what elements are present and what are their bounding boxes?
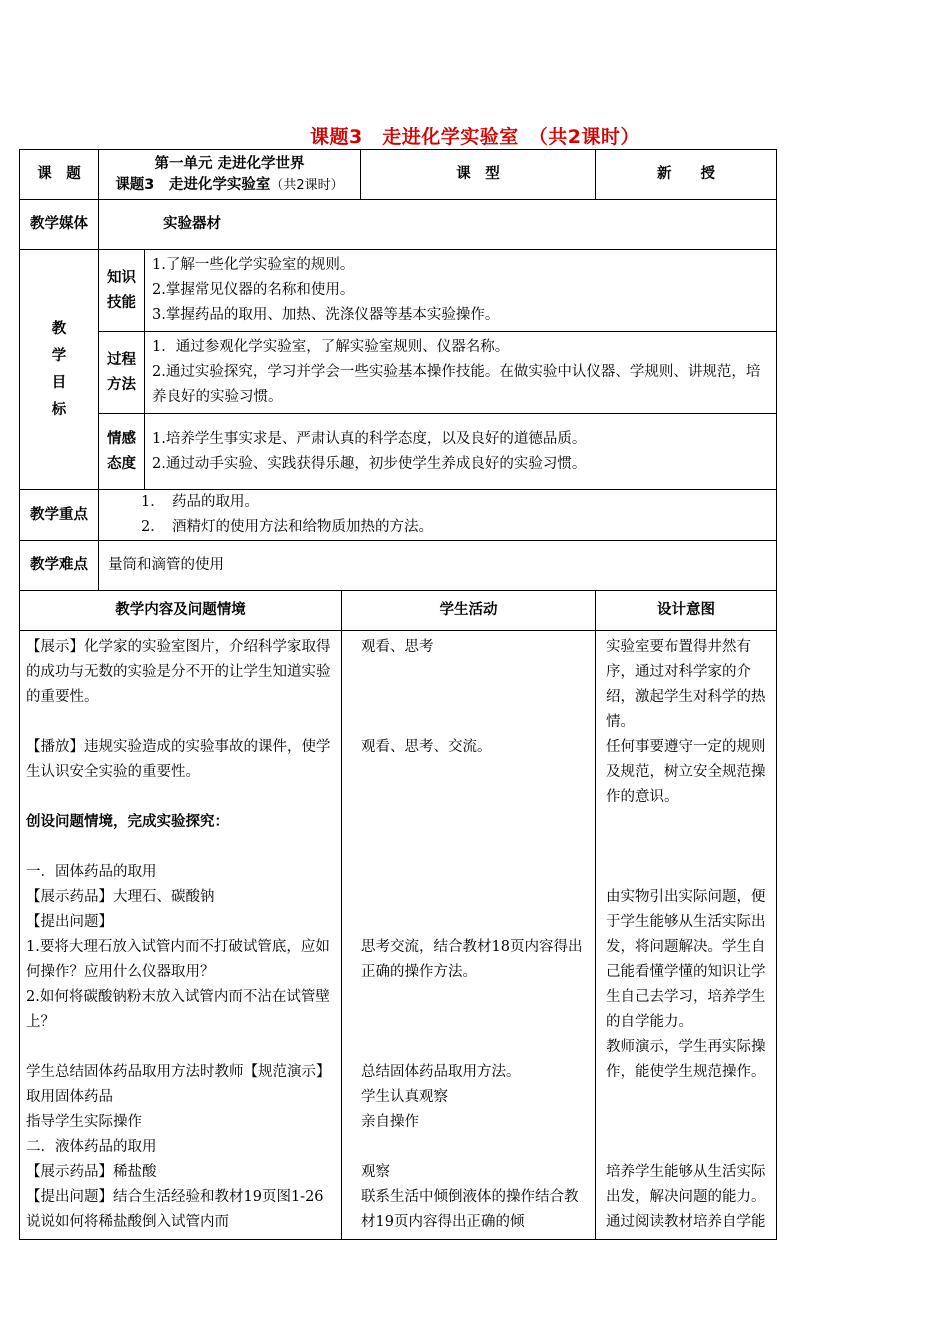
content-block: 【展示】化学家的实验室图片，介绍科学家取得的成功与无数的实验是分不开的让学生知道实验的重要性。 — [26, 639, 331, 705]
knowledge-label: 知识 技能 — [99, 250, 145, 332]
activity-cell — [342, 631, 596, 1240]
header-row — [20, 150, 777, 200]
media-value: 实验器材 — [99, 200, 777, 250]
content-block: 【展示药品】大理石、碳酸钠 — [26, 889, 215, 905]
content-block: 学生总结固体药品取用方法时教师【规范演示】取用固体药品 — [26, 1064, 331, 1105]
content-block: 【提出问题】 — [26, 914, 113, 930]
topic-label: 课 题 — [20, 150, 99, 200]
column-header-row — [20, 591, 777, 631]
unit-title: 第一单元 走进化学世界 — [154, 155, 305, 172]
type-label: 课 型 — [361, 150, 596, 200]
activity-block: 观看、思考、交流。 — [361, 739, 492, 755]
content-block: 1.要将大理石放入试管内而不打破试管底，应如何操作？应用什么仪器取用？ — [26, 939, 330, 980]
content-block: 【播放】违规实验造成的实验事故的课件，使学生认识安全实验的重要性。 — [26, 739, 331, 780]
content-block: 指导学生实际操作 — [26, 1114, 142, 1130]
col-intent-header: 设计意图 — [596, 591, 777, 631]
intent-block: 实验室要布置得井然有序，通过对科学家的介绍，激起学生对科学的热情。 — [606, 639, 766, 730]
key-points-row — [20, 490, 777, 541]
key-points-label: 教学重点 — [20, 490, 99, 541]
content-block: 2.如何将碳酸钠粉末放入试管内而不沾在试管壁上？ — [26, 989, 330, 1030]
knowledge-items: 1.了解一些化学实验室的规则。 2.掌握常见仪器的名称和使用。 3.掌握药品的取用、加热、洗涤仪器等基本实验操作。 — [145, 250, 777, 332]
process-items: 1．通过参观化学实验室，了解实验室规则、仪器名称。 2.通过实验探究，学习并学会一些实验基本操作技能。在做实验中认仪器、学规则、讲规范，培养良好的实验习惯。 — [145, 332, 777, 414]
media-label: 教学媒体 — [20, 200, 99, 250]
intent-block: 培养学生能够从生活实际出发，解决问题的能力。通过阅读教材培养自学能 — [606, 1164, 766, 1230]
col-content-header: 教学内容及问题情境 — [20, 591, 342, 631]
activity-block: 联系生活中倾倒液体的操作结合教材19页内容得出正确的倾 — [361, 1189, 579, 1230]
page-title: 课题3 走进化学实验室 （共2课时） — [310, 126, 640, 148]
content-block: 创设问题情境，完成实验探究： — [26, 814, 229, 830]
content-cell — [20, 631, 342, 1240]
objective-attitude-row — [20, 414, 777, 490]
type-value: 新 授 — [596, 150, 777, 200]
activity-block: 观察 — [361, 1164, 390, 1180]
activity-block: 亲自操作 — [361, 1114, 419, 1130]
content-block: 二．液体药品的取用 — [26, 1139, 157, 1155]
lesson-plan-table — [19, 149, 777, 1240]
content-row — [20, 631, 777, 1240]
key-points-items: 1． 药品的取用。 2． 酒精灯的使用方法和给物质加热的方法。 — [99, 490, 777, 541]
intent-cell — [596, 631, 777, 1240]
topic-value — [99, 150, 361, 200]
activity-block: 总结固体药品取用方法。 — [361, 1064, 521, 1080]
process-label: 过程 方法 — [99, 332, 145, 414]
activity-block: 观看、思考 — [361, 639, 434, 655]
difficulty-row — [20, 541, 777, 591]
intent-block: 教师演示，学生再实际操作，能使学生规范操作。 — [606, 1039, 766, 1080]
media-row — [20, 200, 777, 250]
lesson-hours: （共2课时） — [270, 177, 344, 193]
attitude-items: 1.培养学生事实求是、严肃认真的科学态度，以及良好的道德品质。 2.通过动手实验、实践获得乐趣，初步使学生养成良好的实验习惯。 — [145, 414, 777, 490]
objective-process-row — [20, 332, 777, 414]
content-block: 【提出问题】结合生活经验和教材19页图1-26说说如何将稀盐酸倒入试管内而 — [26, 1189, 324, 1230]
attitude-label: 情感 态度 — [99, 414, 145, 490]
difficulty-label: 教学难点 — [20, 541, 99, 591]
intent-block: 任何事要遵守一定的规则及规范，树立安全规范操作的意识。 — [606, 739, 766, 805]
objective-knowledge-row — [20, 250, 777, 332]
lesson-title: 课题3 走进化学实验室 — [115, 176, 271, 193]
col-activity-header: 学生活动 — [342, 591, 596, 631]
intent-block: 由实物引出实际问题，便于学生能够从生活实际出发，将问题解决。学生自己能看懂学懂的知识让学生自己去学习，培养学生的自学能力。 — [606, 889, 766, 1030]
content-block: 一．固体药品的取用 — [26, 864, 157, 880]
difficulty-value: 量筒和滴管的使用 — [99, 541, 777, 591]
objectives-label: 教学目标 — [20, 250, 99, 490]
activity-block: 思考交流，结合教材18页内容得出正确的操作方法。 — [361, 939, 583, 980]
activity-block: 学生认真观察 — [361, 1089, 448, 1105]
content-block: 【展示药品】稀盐酸 — [26, 1164, 157, 1180]
